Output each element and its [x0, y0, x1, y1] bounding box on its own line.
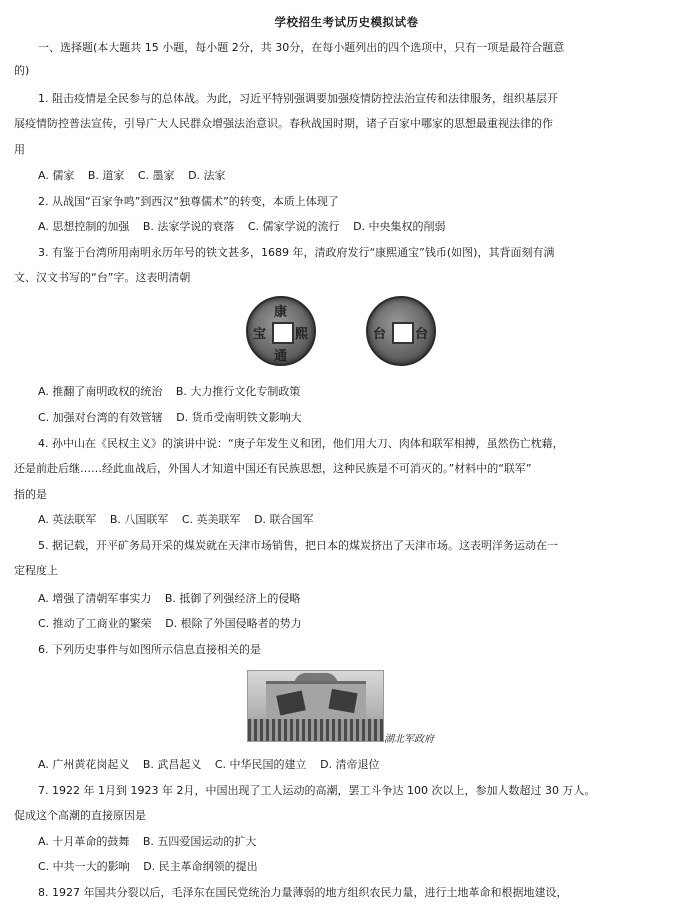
q7-options — [38, 859, 679, 875]
option-a[interactable]: A. 儒家 — [38, 169, 75, 182]
coin-char: 通 — [274, 349, 288, 364]
option-a[interactable]: A. 广州黄花岗起义 — [38, 758, 130, 771]
q4-stem-line: 还是前赴后继……经此血战后，外国人才知道中国还有民族思想，这种民族是不可消灭的。”材料中的“联军” — [14, 462, 532, 475]
option-a[interactable]: A. 增强了清朝军事实力 — [38, 592, 152, 605]
option-d[interactable]: D. 中央集权的削弱 — [353, 220, 446, 233]
option-d[interactable]: D. 联合国军 — [254, 513, 314, 526]
option-b[interactable]: B. 五四爱国运动的扩大 — [142, 835, 257, 848]
option-c[interactable]: C. 中共一大的影响 — [38, 860, 130, 873]
photo-crowd — [248, 719, 383, 741]
option-b[interactable]: B. 抵御了列强经济上的侵略 — [164, 592, 301, 605]
q7-stem-line: 促成这个高潮的直接原因是 — [14, 809, 146, 822]
coin-char: 宝 — [253, 327, 267, 342]
q8-stem-line: 8. 1927 年国共分裂以后，毛泽东在国民党统治力量薄弱的地方组织农民力量，进行土地革命和根据地建设， — [38, 886, 568, 899]
option-b[interactable]: B. 法家学说的衰落 — [142, 220, 235, 233]
q7-stem-line: 7. 1922 年 1月到 1923 年 2月，中国出现了工人运动的高潮，罢工斗争达 100 次以上，参加人数超过 30 万人。 — [38, 784, 596, 797]
q4-stem-line: 指的是 — [14, 488, 47, 501]
q4-stem-line: 4. 孙中山在《民权主义》的演讲中说：“庚子年发生义和团，他们用大刀、肉体和联军相搏，虽然伤亡枕藉， — [38, 437, 564, 450]
option-c[interactable]: C. 中华民国的建立 — [214, 758, 307, 771]
option-c[interactable]: C. 推动了工商业的繁荣 — [38, 617, 152, 630]
option-c[interactable]: C. 加强对台湾的有效管辖 — [38, 411, 163, 424]
coin-char: 熙 — [295, 327, 309, 342]
q5-stem-line: 5. 据记载，开平矿务局开采的煤炭就在天津市场销售，把日本的煤炭挤出了天津市场。这表明洋务运动在一 — [38, 539, 558, 552]
q1-stem-line: 展疫情防控普法宣传，引导广大人民群众增强法治意识。春秋战国时期，诸子百家中哪家的思想最重视法律的作 — [14, 117, 553, 130]
page-title: 学校招生考试历史模拟试卷 — [274, 15, 419, 29]
option-d[interactable]: D. 民主革命纲领的提出 — [143, 860, 258, 873]
section-heading-cont: 的) — [14, 64, 30, 77]
option-c[interactable]: C. 墨家 — [137, 169, 175, 182]
section-heading: 一、选择题(本大题共 15 小题，每小题 2分，共 30分，在每小题列出的四个选项中，只有一项是最符合题意 — [38, 41, 565, 54]
option-a[interactable]: A. 英法联军 — [38, 513, 97, 526]
military-government-photo — [247, 670, 384, 742]
option-c[interactable]: C. 儒家学说的流行 — [247, 220, 340, 233]
option-a[interactable]: A. 推翻了南明政权的统治 — [38, 385, 163, 398]
coin-back-image — [366, 296, 436, 366]
q6-options — [38, 757, 679, 773]
q5-stem-line: 定程度上 — [14, 564, 58, 577]
option-a[interactable]: A. 十月革命的鼓舞 — [38, 835, 130, 848]
q3-options — [38, 384, 679, 400]
q6-stem-line: 6. 下列历史事件与如图所示信息直接相关的是 — [38, 643, 261, 656]
q3-stem-line: 文、汉文书写的“台”字。这表明清朝 — [14, 271, 191, 284]
q5-options — [38, 616, 679, 632]
option-d[interactable]: D. 清帝退位 — [320, 758, 380, 771]
coin-hole — [392, 322, 414, 344]
q2-options — [38, 219, 679, 235]
coin-char: 康 — [274, 305, 288, 320]
option-b[interactable]: B. 八国联军 — [109, 513, 169, 526]
option-a[interactable]: A. 思想控制的加强 — [38, 220, 130, 233]
option-d[interactable]: D. 法家 — [188, 169, 226, 182]
q7-options — [38, 834, 679, 850]
q1-options — [38, 168, 679, 184]
q4-options — [38, 512, 679, 528]
q3-options — [38, 410, 679, 426]
option-c[interactable]: C. 英美联军 — [181, 513, 241, 526]
option-b[interactable]: B. 道家 — [87, 169, 125, 182]
option-b[interactable]: B. 武昌起义 — [142, 758, 202, 771]
coin-char: 台 — [415, 327, 429, 342]
photo-caption: 湖北军政府 — [384, 734, 434, 745]
coin-front-image — [246, 296, 316, 366]
photo-flag — [328, 689, 357, 713]
q3-stem-line: 3. 有鉴于台湾所用南明永历年号的铁文甚多，1689 年，清政府发行“康熙通宝”钱币(如图)，其背面刻有满 — [38, 246, 555, 259]
option-d[interactable]: D. 货币受南明铁文影响大 — [176, 411, 302, 424]
coin-char: 台 — [373, 327, 387, 342]
option-d[interactable]: D. 根除了外国侵略者的势力 — [165, 617, 302, 630]
q5-options — [38, 591, 679, 607]
option-b[interactable]: B. 大力推行文化专制政策 — [175, 385, 301, 398]
q1-stem-line: 1. 阻击疫情是全民参与的总体战。为此，习近平特别强调要加强疫情防控法治宣传和法律服务，组织基层开 — [38, 92, 558, 105]
coin-hole — [272, 322, 294, 344]
q1-stem-line: 用 — [14, 143, 25, 156]
q2-stem-line: 2. 从战国“百家争鸣”到西汉“独尊儒术”的转变，本质上体现了 — [38, 195, 339, 208]
